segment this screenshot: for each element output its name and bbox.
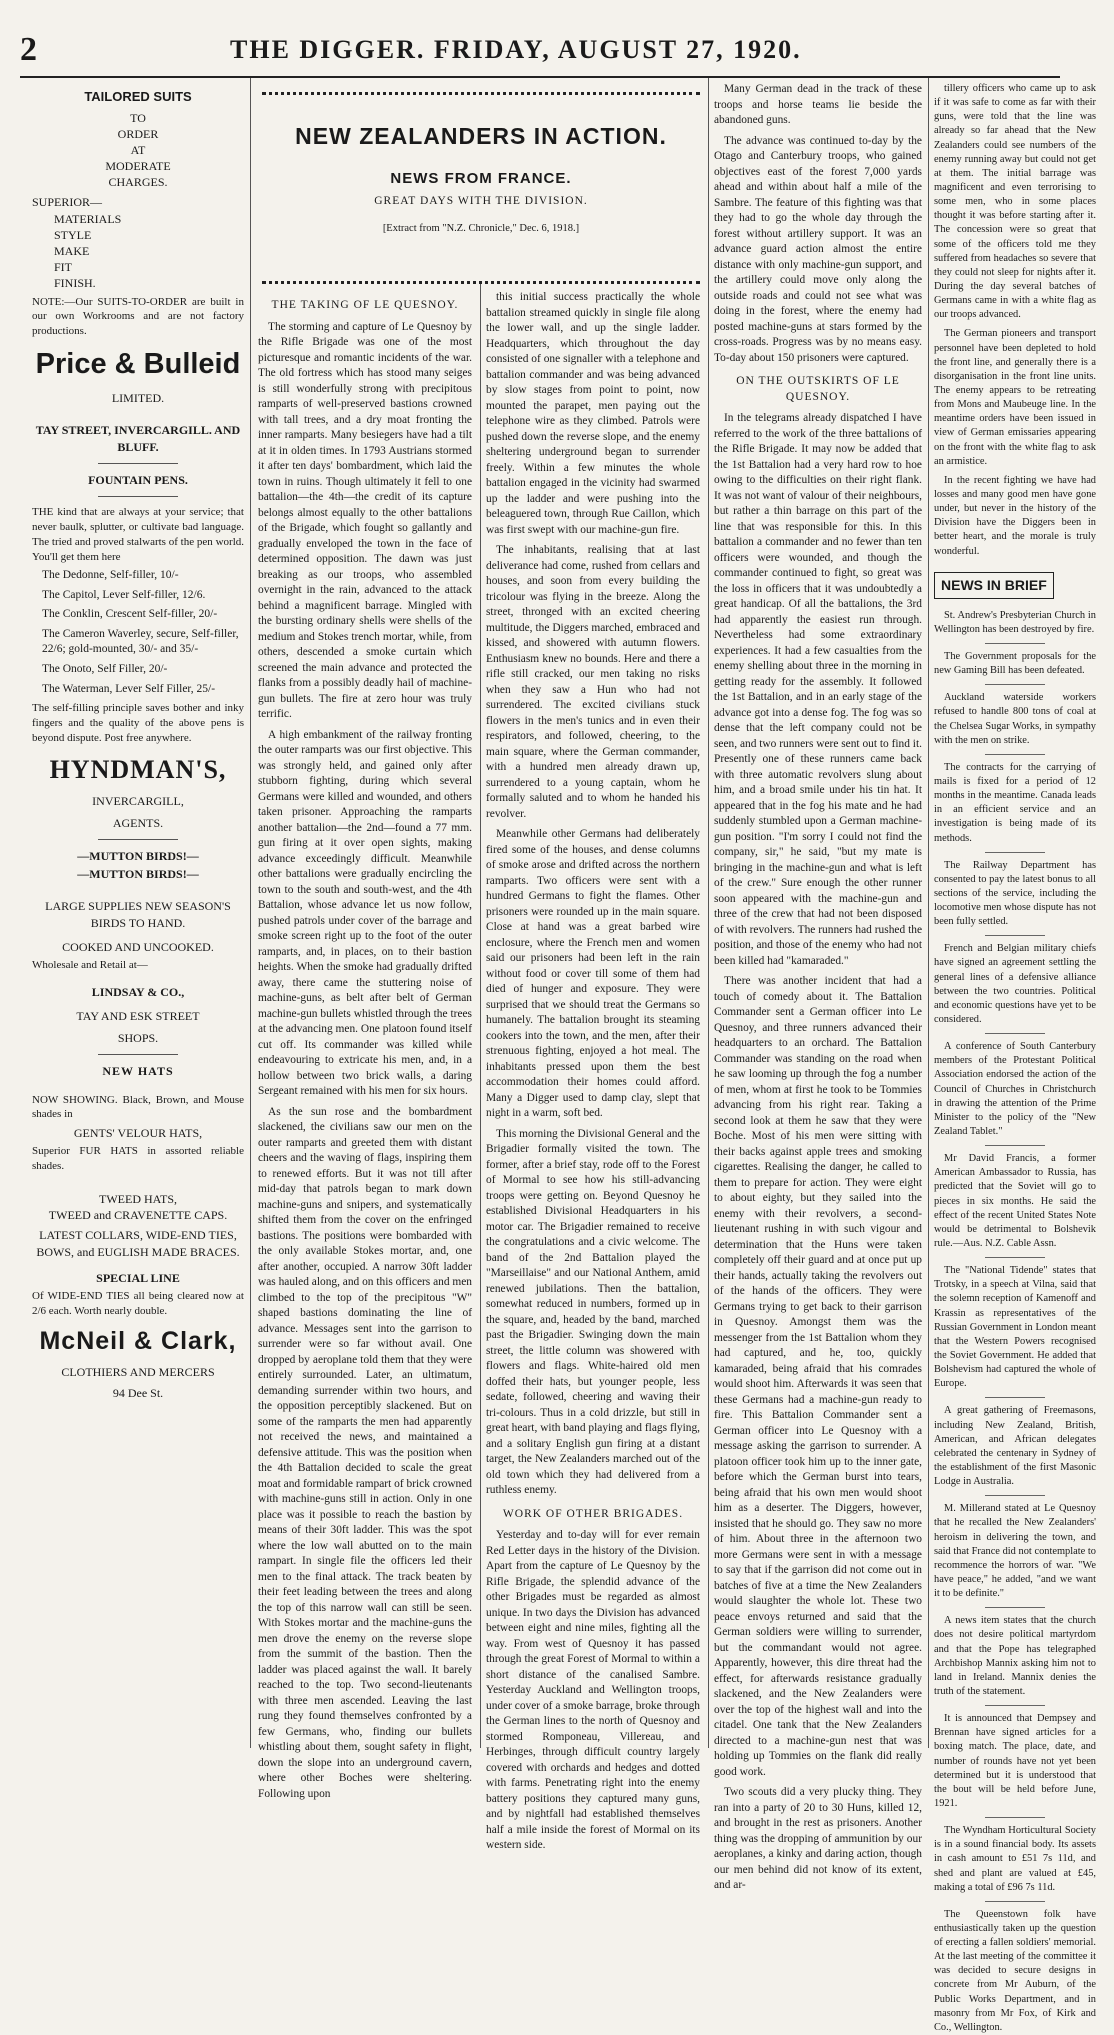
ad-line: STYLE xyxy=(54,227,92,242)
brief-item: It is announced that Dempsey and Brennan have signed articles for a boxing match. The place, date, and number of rounds have not yet been determined but it is understood that the bout will be held before June, 1921. xyxy=(934,1713,1096,1809)
ad-new-hats xyxy=(32,1063,244,1318)
brief-item: St. Andrew's Presbyterian Church in Wellington has been destroyed by fire. xyxy=(934,609,1096,635)
article-paragraph: A high embankment of the railway fronting the outer ramparts was our first objective. This was strongly held, and gained only after stubborn fighting, during which several Germans were killed and wounded, and others taken prisoner. Approaching the ramparts another battalion—the 2nd—found a 77 mm. gun firing at it over open sights, making advance exceedingly difficult. Meanwhile other battalions were gradually encircling the town to the south and south-west, and the 4th Battalion, whose advance let us now follow, pushed patrols under cover of the barrage and smoke screen right up to the foot of the outer ramparts, and, in places, on to their bastion heights. When the smoke had gradually drifted away, there came the stuttering noise of machine-guns, as belt after belt of German machine-gun bullets whistled through the trees at the advancing men. One platoon found itself cut off. Its commander was killed while endeavouring to extricate his men, and, in a hollow between two brick walls, a daring Sergeant remained with his men for six hours. xyxy=(258,728,472,1098)
article-paragraph: Yesterday and to-day will for ever remain Red Letter days in the history of the Division. Apart from the capture of Le Quesnoy by the Rifle Brigade, the splendid advance of the other Brigades must be regarded as almost unique. In two days the Division has advanced between eight and nine miles, fighting all the way. From west of Quesnoy it has passed through the great Forest of Mormal to within a short distance of the canalised Sambre. Yesterday Auckland and Wellington troops, under cover of a smoke barrage, broke through the German lines to the north of Quesnoy and stormed Romponeau, Villereau, and Herbinges, through difficult country largely covered with orchards and hedges and dotted with farms. Penetrating right into the enemy battery positions they captured many guns, and by nightfall had established themselves half a mile inside the forest of Mormal on its western side. xyxy=(486,1529,700,1852)
news-in-brief-heading: NEWS IN BRIEF xyxy=(934,572,1054,599)
divider xyxy=(98,1054,178,1055)
ad-line: ORDER xyxy=(117,126,159,141)
brief-item: The contracts for the carrying of mails is fixed for a period of 12 months in the meantime. Canada leads in an efficient service and an investigation is being made of its methods. xyxy=(934,761,1096,844)
section-heading: WORK OF OTHER BRIGADES. xyxy=(502,1507,684,1520)
ad-line: LATEST COLLARS, WIDE-END TIES, BOWS, and EUGLISH MADE BRACES. xyxy=(36,1228,240,1259)
ad-heading: SPECIAL LINE xyxy=(96,1270,180,1285)
ad-tailored-suits xyxy=(32,88,244,339)
masthead-title: THE DIGGER. FRIDAY, AUGUST 27, 1920. xyxy=(230,35,802,64)
brief-item: Mr David Francis, a former American Ambassador to Russia, has predicted that the Soviet will go to pieces in six months. He said the effect of the recent United States Note would be detrimental to Bolshevik rule.—Aus. N.Z. Cable Assn. xyxy=(934,1153,1096,1250)
column-rule xyxy=(250,78,251,1748)
article-paragraph: The inhabitants, realising that at last deliverance had come, rushed from cellars and houses, and soon from every building the tricolour was flying in the breeze. Along the street, thronged with an excited cheering multitude, the Diggers marched, embraced and kissed, and showered with autumn flowers. Enthusiasm knew no bounds. Here and there a rifle still cracked, our men taking no risks when they saw a Hun who had not surrendered. The excited civilians stuck flowers in the men's tunics and in even their respirators, and followed, cheering, to the main square, where the German commander, with a hundred men already drawn up, surrendered to a young captain, whom he formally saluted and to whom he handed his revolver. xyxy=(486,544,700,820)
advertisements-column xyxy=(32,84,244,1401)
masthead-rule xyxy=(20,76,1060,78)
article-paragraph: this initial success practically the whole battalion streamed quickly in single file along the lower wall, and up the single ladder. Headquarters, which throughout the day consisted of one signaller with a telephone and battalion commander and was being advanced by slow stages from point to point, now mounted the parapet, men paying out the telephone wire as they climbed. Patrols were pushed down the reverse slope, and the enemy sheltering underground began to surrender freely. Within a few minutes the whole battalion engaged in the vicinity had swarmed up the ladder and were pushing into the beleaguered town, through Rue Caillon, which was first swept with our machine-gun fire. xyxy=(486,291,700,536)
ad-list-item: The Conklin, Crescent Self-filler, 20/- xyxy=(42,608,218,621)
ad-note: The self-filling principle saves bother and inky fingers and the quality of the above pens is beyond dispute. Post free anywhere. xyxy=(32,702,244,744)
brief-item: The Wyndham Horticultural Society is in a sound financial body. Its assets in cash amount to £51 7s 11d, and shed and plant are valued at £45, making a total of £96 7s 11d. xyxy=(934,1825,1096,1893)
ad-line: Wholesale and Retail at— xyxy=(32,958,148,971)
divider xyxy=(985,852,1045,853)
feature-headline-box xyxy=(262,92,700,284)
divider xyxy=(985,1397,1045,1398)
ad-firm-name: LINDSAY & CO., xyxy=(91,984,185,999)
ad-list-item: The Onoto, Self Filler, 20/- xyxy=(42,662,168,675)
brief-item: Auckland waterside workers refused to handle 800 tons of coal at the Chelsea Sugar Works, in sympathy with the men on strike. xyxy=(934,692,1096,746)
ad-heading: —MUTTON BIRDS!— xyxy=(77,849,199,864)
divider xyxy=(98,839,178,840)
ad-mcneil-clark xyxy=(32,1325,244,1401)
brief-item: The "National Tidende" states that Trotsky, in a speech at Vilna, said that the solemn reception of Kamenoff and Krassin as representatives of the Russian Government in London meant that the Western Powers recognised the Soviet Government. He added that Bolshevism had captured the whole of Europe. xyxy=(934,1265,1096,1390)
ad-line: TO xyxy=(130,110,146,125)
ad-heading: NEW HATS xyxy=(102,1064,174,1079)
ad-heading: FOUNTAIN PENS. xyxy=(88,472,188,487)
article-paragraph: The storming and capture of Le Quesnoy by the Rifle Brigade was one of the most picturesque and romantic incidents of the war. The old fortress which has stood many seiges is still wonderfully strong with precipitous ramparts of well-preserved bastions crowned with tall trees, and a dry moat fronting the inner ramparts. Many besiegers have had a tilt at it in olden times. In 1793 Austrians stormed it after ten days' bombardment, which laid the town in ruins. Though ultimately it fell to one battalion—the 4th—the credit of its capture belongs almost equally to the other battalions of the Brigade, which fought so gallantly and gradually enveloped the town in the face of determined opposition. The dawn was just breaking as our troops, who assembled overnight in the rain, advanced to the attack behind a magnificent barrage. Mingled with the bursting ordinary shells were shells of the medium and Stokes trench mortar, while, from others, descended a smoke curtain which screened the main advance and protected the flanks from a possibly deadly hail of machine-gun bullets. The fire at zero hour was truly terrific. xyxy=(258,320,472,721)
ad-heading: TAILORED SUITS xyxy=(84,89,192,104)
column-rule xyxy=(708,78,709,1748)
ad-heading: —MUTTON BIRDS!— xyxy=(77,867,199,882)
divider xyxy=(985,1495,1045,1496)
ad-line: CHARGES. xyxy=(108,175,168,190)
article-paragraph: As the sun rose and the bombardment slackened, the civilians saw our men on the outer ramparts and greeted them with distant cheers and the waving of flags, inspiring them to renewed efforts. But it was not till after mid-day that patrols began to mark down machine-guns and snipers, and systematically shifted them from the cover on the enfringed bastions. The positions were bombarded with the only available Stokes mortar, and, one after another, occupied. A narrow 30ft ladder was hauled along, and on this officers and men climbed to the top of the precipitous "W" shaped bastions dominating the line of advance. Messages sent into the garrison to surrender were so far without avail. One dropped by aeroplane told them that they were entirely surrounded. Later, an ultimatum, demanding surrender within two hours, and the opposition perceptibly slackened. But on some of the ramparts the men had apparently not received the news, and maintained a defensive attitude. This was the position when the 4th Battalion decided to scale the great moat and formidable rampart of brick crowned with machine-guns still in action. Only in one place was it possible to reach the bastion by means of their 30ft ladder. This was the spot where the low wall abutted on to the main rampart. In single file the officers led their men to the final attack. The track beaten by their feet leading between the trees and along the top of this narrow wall can still be seen. With Stokes mortar and the machine-guns the men drove the enemy on the reverse slope from the summit of the bastion. Then the ladder was placed against the wall. It barely reached to the top. Two second-lieutenants with three men ascended. Leaving the last rung they found themselves confronted by a few Germans, who, finding our bullets whistling about them, sought safety in flight, down the slope into an underground cavern, where other Boches were sheltering. Following upon xyxy=(258,1105,472,1800)
ad-address: TAY STREET, INVERCARGILL. AND BLUFF. xyxy=(35,423,241,454)
article-column xyxy=(258,290,472,1800)
ad-brand-name: Price & Bulleid xyxy=(35,348,241,381)
ad-line: INVERCARGILL, xyxy=(92,793,184,808)
divider xyxy=(985,684,1045,685)
ad-line: LARGE SUPPLIES NEW SEASON'S BIRDS TO HAND. xyxy=(45,899,231,930)
ad-line: TWEED HATS, xyxy=(99,1192,177,1207)
feature-source: [Extract from "N.Z. Chronicle," Dec. 6, 1918.] xyxy=(382,223,580,234)
ad-line: TAY AND ESK STREET xyxy=(76,1008,200,1023)
divider xyxy=(985,643,1045,644)
article-column xyxy=(714,82,922,1892)
article-paragraph: Two scouts did a very plucky thing. They ran into a party of 20 to 30 Huns, killed 12, and brought in the rest as prisoners. Another thing was the dropping of ammunition by our aeroplanes, a kinky and daring action, though our men behind did not know of its extent, and ar- xyxy=(714,1786,922,1892)
ad-intro: THE kind that are always at your service; that never baulk, splutter, or cultivate bad language. The tried and proved stalwarts of the pen world. You'll get them here xyxy=(32,506,244,563)
divider xyxy=(985,1705,1045,1706)
column-rule xyxy=(480,282,481,1748)
article-paragraph: In the recent fighting we have had losses and many good men have gone under, but never in the history of the Division have the Diggers been in better heart, and the morale is truly wonderful. xyxy=(934,474,1096,557)
divider xyxy=(985,1817,1045,1818)
ad-line: TWEED and CRAVENETTE CAPS. xyxy=(48,1208,228,1223)
ad-line: GENTS' VELOUR HATS, xyxy=(73,1126,203,1141)
ad-line: AT xyxy=(130,142,146,157)
section-heading: THE TAKING OF LE QUESNOY. xyxy=(271,299,459,311)
ad-address: 94 Dee St. xyxy=(112,1385,164,1400)
ad-list-item: The Dedonne, Self-filler, 10/- xyxy=(42,569,179,582)
ad-note: NOTE:—Our SUITS-TO-ORDER are built in our own Workrooms and are not factory productions. xyxy=(32,295,244,338)
ad-line: NOW SHOWING. Black, Brown, and Mouse shades in xyxy=(32,1093,244,1121)
article-paragraph: tillery officers who came up to ask if it was safe to come as far with their guns, were told that the line was already so far ahead that the New Zealanders could see numbers of the enemy running away but could not get at them. The initial barrage was magnificent and even terrorising to some men, who in some places thought it was before starting after it. The concession were so great that some of the officers told me they suffered from headaches so severe that they could not sleep for nights after it. During the day several batches of Germans came in with a white flag as our troops advanced. xyxy=(934,83,1096,321)
brief-item: The Railway Department has consented to pay the latest bonus to all sections of the service, including the locomotive men whose dispute has not been fully settled. xyxy=(934,859,1096,928)
divider xyxy=(985,1257,1045,1258)
article-paragraph: The advance was continued to-day by the Otago and Canterbury troops, who gained objectives east of the forest 7,000 yards ahead and within about half a mile of the Sambre. The feature of this fighting was that they had to go the whole day through the forest without artillery support. It was an advance guard action almost the entire distance with only machine-gun support, and the artillery could move only along the outside roads and could not see what was doing in the forest, where the enemy had posted machine-guns at stars formed by the cross-roads. Progress was by no means easy. To-day about 150 prisoners were captured. xyxy=(714,134,922,364)
ad-mutton-birds xyxy=(32,848,244,1046)
ad-line: CLOTHIERS AND MERCERS xyxy=(61,1365,215,1380)
page-number: 2 xyxy=(20,31,37,68)
ad-line: Of WIDE-END TIES all being cleared now at 2/6 each. Worth nearly double. xyxy=(32,1290,244,1317)
divider xyxy=(98,496,178,497)
news-brief-column xyxy=(934,82,1096,2033)
ad-list-item: The Cameron Waverley, secure, Self-filler, 22/6; gold-mounted, 30/- and 35/- xyxy=(42,627,239,656)
ad-line: Superior FUR HATS in assorted reliable shades. xyxy=(32,1145,244,1173)
article-paragraph: Meanwhile other Germans had deliberately fired some of the houses, and dense columns of smoke arose and drifted across the northern ramparts. Two officers were sent with a hundred Germans to fight the flames. Other prisoners were rounded up in the main square. Close at hand was a great barbed wire enclosure, where the French men and women said our prisoners had been left in the rain without food or cover till some of them had died of hunger and exposure. They were surprised that we should treat the Germans so humanely. The battalion brought its steaming cookers into the town, and the men, after their strenuous fighting, enjoyed a hot meal. The inhabitants pressed upon them the best accommodation their homes could afford. Many a Digger used to damp clay, slept that night in a warm, soft bed. xyxy=(486,828,700,1119)
ad-line: FIT xyxy=(54,260,72,275)
divider xyxy=(98,463,178,464)
brief-item: A news item states that the church does not desire political martyrdom and that the Pope has telegraphed Archbishop Mannix asking him not to land in Ireland. Mannix denies the truth of the statement. xyxy=(934,1615,1096,1697)
ad-line: COOKED AND UNCOOKED. xyxy=(62,939,214,954)
article-paragraph: In the telegrams already dispatched I have referred to the work of the three battalions of the Rifle Brigade. It may now be added that the 1st Battalion had a very hard row to hoe owing to the difficulties on their right flank. It was not want of valour of their neighbours, but rather a thin barrage on this part of the line that was responsible for this. In this battalion a commander and no fewer than ten officers were wounded, and though the commander continued to fight, so great was the loss in officers that it was undoubtedly a great handicap. Of all the battalions, the 3rd had apparently the easiest run through. Nevertheless had some extraordinary experiences. It had a few casualties from the enemy shelling about three in the morning in getting ready for the assembly. It followed the 1st Battalion, and in an early stage of the advance got into a dense fog. The fog was so dense that the left company could not be seen, and two runners were sent out to find it. Presently one of these runners came back with three automatic revolvers slung about him, and a broad smile under his tin hat. It appeared that in the fog his mate and he had suddenly stumbled upon a German machine-gun position. "I'm sorry I could not find the company, sir," he said, "but my mate is bringing in the machine-gun and what is left of the crew." Sure enough the other runner soon appeared with the machine-gun and three of the crew that had not been disposed of with revolvers. The runners had rushed the position, and those of the enemy who had not been killed had "kamaraded." xyxy=(714,412,922,967)
column-rule xyxy=(928,78,929,1748)
masthead xyxy=(20,30,1060,70)
brief-item: The Queenstown folk have enthusiastically taken up the question of erecting a fallen soldiers' memorial. At the last meeting of the committee it was decided to secure designs in concrete from Mr Auburn, of the Public Works Department, and in masonry from Mr Fox, of Kirk and Co., Wellington. xyxy=(934,1908,1096,2033)
divider xyxy=(985,935,1045,936)
brief-item: M. Millerand stated at Le Quesnoy that he recalled the New Zealanders' heroism in delivering the town, and said that France did not contemplate to recommence the horrors of war. "We have peace," he added, "and we want it to be definite." xyxy=(934,1503,1096,1600)
ad-line: MAKE xyxy=(54,244,90,259)
ad-line: FINISH. xyxy=(54,276,96,291)
ad-brand-name: McNeil & Clark, xyxy=(39,1326,237,1355)
ad-brand-name: HYNDMAN'S, xyxy=(49,754,227,784)
ad-hyndmans xyxy=(32,752,244,831)
article-paragraph: This morning the Divisional General and the Brigadier formally visited the town. The former, after a brief stay, rode off to the Forest of Mormal to see how his still-advancing troops were getting on. Beyond Quesnoy he established Divisional Headquarters in his motor car. The Brigadier remained to receive the congratulations and a civic welcome. The band of the 2nd Battalion played the "Marseillaise" and our National Anthem, amid renewed jubilations. Then the battalion, somewhat reduced in numbers, formed up in the square, and, headed by the band, marched past the Brigadier. Swinging down the main street, the little column was showered with flowers and flags. White-haired old men doffed their hats, but younger people, less sedate, followed, cheering and waving their tri-colours. Thus in a cold drizzle, but still in great heart, with band playing and flags flying, and a solitary English gun firing at a distant target, the New Zealanders marched out of the old town which they had delivered from a ruthless enemy. xyxy=(486,1127,700,1496)
article-column xyxy=(486,290,700,1852)
ad-fountain-pens xyxy=(32,472,244,746)
feature-subhead: NEWS FROM FRANCE. xyxy=(390,170,572,187)
brief-item: The Government proposals for the new Gaming Bill has been defeated. xyxy=(934,650,1096,677)
ad-line: LIMITED. xyxy=(111,391,165,406)
divider xyxy=(985,754,1045,755)
ad-line: MODERATE xyxy=(105,159,171,174)
article-paragraph: The German pioneers and transport personnel have been depleted to hold the front line, and generally there is a disorganisation in the front line units. The enemy appears to be retreating from Mons and Maubeuge line. In the meantime orders have been issued in view of German emissaries appearing on the front with the white flag to ask an armistice. xyxy=(934,328,1096,467)
article-paragraph: Many German dead in the track of these troops and horse teams lie beside the abandoned guns. xyxy=(714,83,922,126)
ad-list-item: The Capitol, Lever Self-filler, 12/6. xyxy=(42,588,206,601)
divider xyxy=(985,1901,1045,1902)
ad-line: AGENTS. xyxy=(112,815,164,830)
brief-item: French and Belgian military chiefs have signed an agreement settling the general lines of a defensive alliance between the two countries. Political and economic questions have yet to be considered. xyxy=(934,943,1096,1026)
ad-price-bulleid xyxy=(32,345,244,455)
section-heading: ON THE OUTSKIRTS OF LE QUESNOY. xyxy=(736,375,900,403)
divider xyxy=(985,1033,1045,1034)
divider xyxy=(985,1145,1045,1146)
brief-item: A great gathering of Freemasons, including New Zealand, British, American, and African delegates celebrated the centenary in Sydney of the establishment of the first Masonic Lodge in Australia. xyxy=(934,1405,1096,1488)
ad-list-item: The Waterman, Lever Self Filler, 25/- xyxy=(42,682,216,695)
ad-line: MATERIALS xyxy=(54,211,122,226)
divider xyxy=(985,1607,1045,1608)
article-paragraph: There was another incident that had a touch of comedy about it. The Battalion Commander sent a German officer into Le Quesnoy, and three runners advanced their headquarters to an orchard. The Battalion Commander was standing on the road when he saw looming up through the fog a number of men, whom at first he took to be Tommies advancing from his right rear. Taking a second look at them he saw that they were Boche. Most of his men were sitting with their backs against apple trees and smoking cigarettes. Realising the danger, he called to them to prepare for action. They were eight to about eighty, but they sailed into the enemy with their revolvers, a second-lieutenant rushing in with such vigour and determination that the Huns were taken completely off their guard and at once put up their hands, actually taking the revolvers out of the hands of the officers. They were Germans trying to get back to their garrison in Quesnoy. Amongst them was the messenger from the 1st Battalion whom they had captured, and he, too, quickly kamaraded, being afraid that his comrades would shoot him. Afterwards it was seen that these Germans had a machine-gun ready to fire. This Battalion Commander sent a German officer into Le Quesnoy with a message asking the garrison to surrender. A platoon officer took him up to the inner gate, before which the German burst into tears, being afraid that his own men would shoot him as a deserter. The Diggers, however, insisted that he should go. They saw no more of him. About three in the afternoon two more Germans were sent in with a message to say that if the garrison did not come out in batches of five at a time the New Zealanders would slaughter the whole lot. These two peace envoys returned and said that the German soldiers were willing to surrender, but the commandant would not agree. Apparently, however, this dire threat had the effect, for afterwards resistance gradually slackened, and the New Zealanders were over the top of the highest wall and into the citadel. One tank that the New Zealanders directed to a machine-gun nest that was holding up Tommies on the flank did really good work. xyxy=(714,975,922,1778)
feature-headline: NEW ZEALANDERS IN ACTION. xyxy=(295,123,667,149)
ad-line: SUPERIOR— xyxy=(32,195,103,210)
ad-line: SHOPS. xyxy=(117,1031,159,1046)
brief-item: A conference of South Canterbury members of the Protestant Political Association endorsed the action of the Council of Churches in Christchurch in drawing the attention of the Prime Minister to the policy of the "New Zealand Tablet." xyxy=(934,1041,1096,1138)
feature-deck: GREAT DAYS WITH THE DIVISION. xyxy=(374,195,588,207)
